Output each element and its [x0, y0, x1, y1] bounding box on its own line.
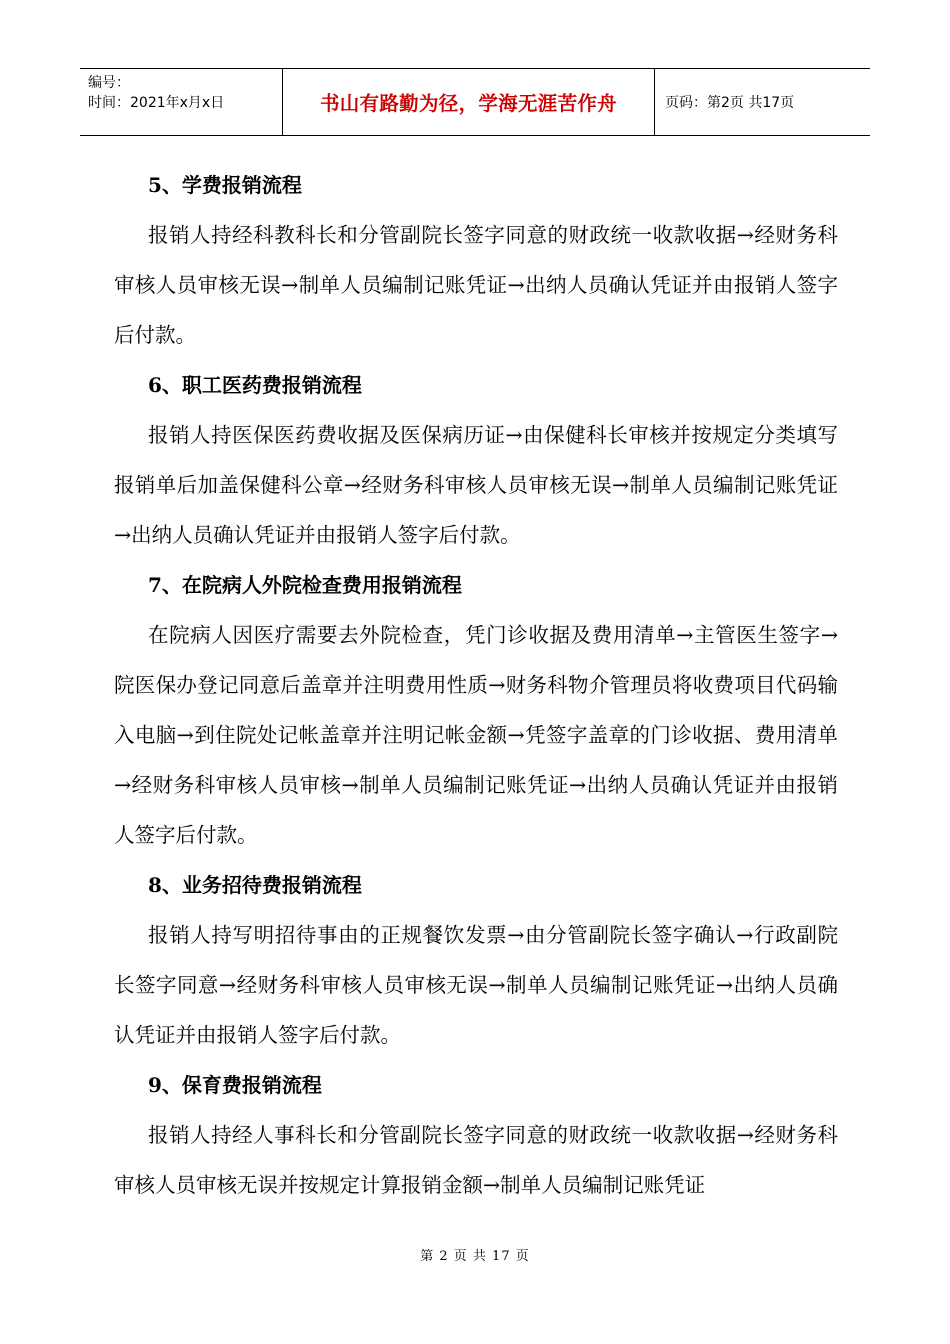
header-page-info: 页码：第2页 共17页 — [665, 95, 795, 111]
section-paragraph: 报销人持经人事科长和分管副院长签字同意的财政统一收款收据→经财务科审核人员审核无误并按规定计算报销金额→制单人员编制记账凭证 — [114, 1123, 838, 1197]
page-footer: 第 2 页 共 17 页 — [420, 1249, 530, 1264]
section-paragraph: 报销人持经科教科长和分管副院长签字同意的财政统一收款收据→经财务科审核人员审核无误→制单人员编制记账凭证→出纳人员确认凭证并由报销人签字后付款。 — [114, 223, 838, 347]
document-body — [114, 160, 838, 1210]
section-heading: 6、职工医药费报销流程 — [148, 373, 362, 397]
header-motto: 书山有路勤为径，学海无涯苦作舟 — [282, 69, 655, 135]
document-number-label: 编号： — [88, 75, 130, 91]
document-date: 时间：2021年x月x日 — [88, 95, 225, 111]
section-heading: 5、学费报销流程 — [148, 173, 302, 197]
header-meta — [80, 69, 282, 135]
section-paragraph: 报销人持写明招待事由的正规餐饮发票→由分管副院长签字确认→行政副院长签字同意→经财务科审核人员审核无误→制单人员编制记账凭证→出纳人员确认凭证并由报销人签字后付款。 — [114, 923, 838, 1047]
page-header — [80, 68, 870, 136]
section-heading: 7、在院病人外院检查费用报销流程 — [148, 573, 462, 597]
section-paragraph: 报销人持医保医药费收据及医保病历证→由保健科长审核并按规定分类填写报销单后加盖保健科公章→经财务科审核人员审核无误→制单人员编制记账凭证→出纳人员确认凭证并由报销人签字后付款。 — [114, 423, 838, 547]
section-heading: 8、业务招待费报销流程 — [148, 873, 362, 897]
section-heading: 9、保育费报销流程 — [148, 1073, 322, 1097]
section-paragraph: 在院病人因医疗需要去外院检查，凭门诊收据及费用清单→主管医生签字→院医保办登记同意后盖章并注明费用性质→财务科物介管理员将收费项目代码输入电脑→到住院处记帐盖章并注明记帐金额→凭签字盖章的门诊收据、费用清单→经财务科审核人员审核→制单人员编制记账凭证→出纳人员确认凭证并由报销人签字后付款。 — [114, 623, 838, 847]
